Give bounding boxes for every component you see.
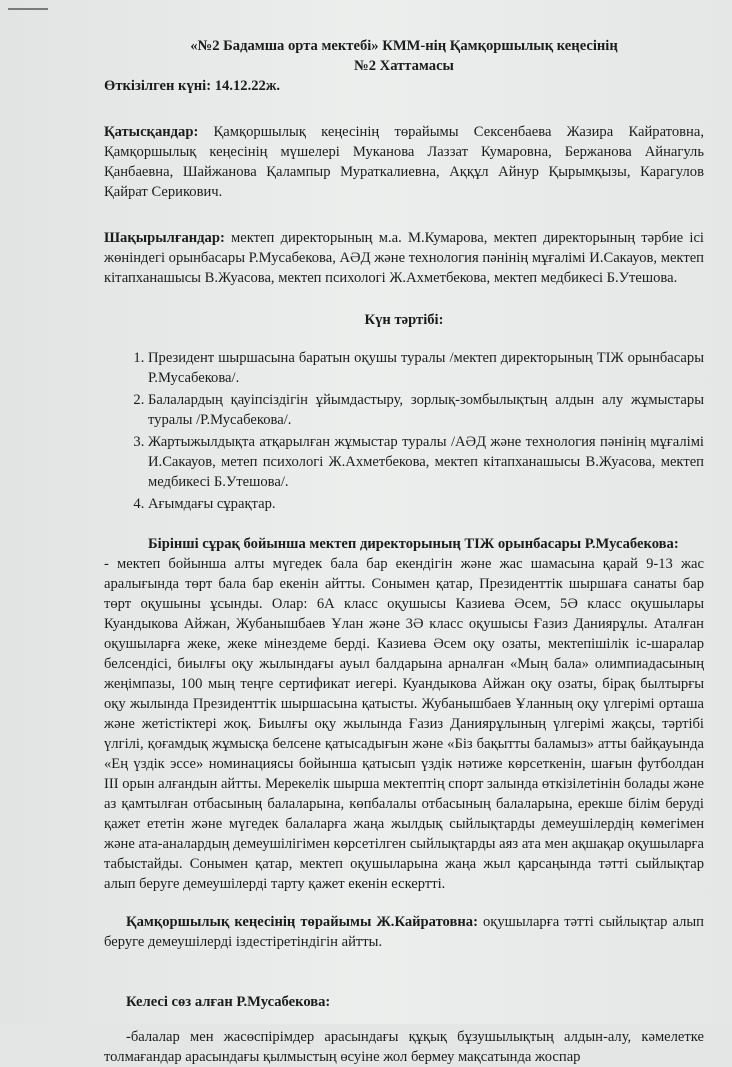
question1-heading [104,534,704,554]
agenda-list [104,348,704,514]
agenda-item: 4. Ағымдағы сұрақтар. [148,494,704,514]
document-title-line2: №2 Хаттамасы [354,58,454,74]
next-speaker-heading: Келесі сөз алған Р.Мусабекова: [126,994,331,1010]
agenda-item: 2. Балалардың қауіпсіздігін ұйымдастыру, зорлық-зомбылықтың алдын алу жұмыстары туралы /Р.Мусабекова/. [148,390,704,430]
document-content [104,36,704,1067]
next-speaker-body: -балалар мен жасөспірімдер арасындағы құқық бұзушылықтың алдын-алу, кәмелетке толмағандар арасындағы қылмыстың өсуіне жол бермеу мақсатында жоспар [104,1028,704,1065]
edge-mark [8,8,48,10]
chair-text: оқушыларға тәтті сыйлықтар алып беруге демеушілерді іздестіретіндігін айтты. [104,914,704,950]
participants-text: Қамқоршылық кеңесінің төрайымы Сексенбаева Жазира Кайратовна, Қамқоршылық кеңесінің мүшелері Муканова Лаззат Кумаровна, Бержанова Айнагуль Қанбаевна, Шайжанова Қалампыр Мураткалиевна, Аққұл Айнур Қырымқызы, Карагулов Қайрат Серикович. [104,124,704,200]
document-title-line1: «№2 Бадамша орта мектебі» КММ-нің Қамқоршылық кеңесінің [190,38,618,54]
question1-heading-text: Бірінші сұрақ бойынша мектеп директорының ТІЖ орынбасары Р.Мусабекова: [148,536,679,552]
chair-label: Қамқоршылық кеңесінің төрайымы Ж.Кайратовна: [126,914,478,930]
participants-paragraph [104,122,704,202]
invited-text: мектеп директорының м.а. М.Кумарова, мектеп директорының тәрбие ісі жөніндегі орынбасары Р.Мусабекова, АӘД және технология пәнінің мұғалімі И.Сакауов, мектеп кітапханашысы В.Жуасова, мектеп психологі Ж.Ахметбекова, мектеп медбикесі Б.Утешова. [104,230,704,286]
agenda-title: Күн тәртібі: [364,312,444,328]
agenda-item: 3. Жартыжылдықта атқарылған жұмыстар туралы /АӘД және технология пәнінің мұғалімі И.Сакауов, метеп психологі Ж.Ахметбекова, мектеп кітапханашысы В.Жуасова, мектеп медбикесі Б.Утешова/. [148,432,704,492]
invited-paragraph [104,228,704,288]
chair-paragraph [104,912,704,952]
meeting-date: Өткізілген күні: 14.12.22ж. [104,78,281,94]
agenda-item: 1. Президент шыршасына баратын оқушы туралы /мектеп директорының ТІЖ орынбасары Р.Мусабекова/. [148,348,704,388]
participants-label: Қатысқандар: [104,124,199,140]
invited-label: Шақырылғандар: [104,230,225,246]
question1-body: - мектеп бойынша алты мүгедек бала бар екендігін және жас шамасына қарай 9-13 жас аралығында төрт бала бар екенін айтты. Сонымен қатар, Президенттік шыршаға санаты бар төрт оқушыны ұсынды. Олар: 6А класс оқушысы Казиева Әсем, 5Ә класс оқушылары Куандыкова Айжан, Жубанышбаев Ұлан және 3Ә класс оқушысы Ғазиз Даниярұлы. Аталған оқушыларға жеке, жеке мінездеме берді. Казиева Әсем оқу озаты, мектепішілік іс-шаралар белсендісі, биылғы оқу жылындағы ауыл балдарына арналған «Мың бала» олимпиадасының жеңімпазы, 100 мың теңге сертификат иегері. Куандыкова Айжан оқу озаты, бірақ былтырғы оқу жылында Президенттік шыршасына қатысты. Жубанышбаев Ұланның оқу үлгерімі орташа және жетістіктері жоқ. Биылғы оқу жылында Ғазиз Даниярұлының үлгерімі жақсы, тәртібі үлгілі, қоғамдық жұмысқа белсене қатысадығын және «Біз бақытты баламыз» атты байқауында «Ең үздік эссе» номинациясы бойынша қатысып үздік нәтиже көрсеткенін, шағын футболдан ІІІ орын алғандын айтты. Мерекелік шырша мектептің спорт залында өткізілетінін болады және аз қамтылған отбасының балаларына, көпбалалы отбасының балаларына, ерекше білім беруді қажет ететін және мүгедек балаларға жаңа жылдық сыйлықтарды демеушілердің көмегімен және ата-аналардың демеушілігімен көрсетілген сыйлықтарды аяз ата мен ақшақар оқушыларға табыстайды. Сонымен қатар, мектеп оқушыларына жаңа жыл қарсаңында тәтті сыйлықтар алып беруге демеушілерді тарту қажет екенін ескертті. [104,556,704,892]
